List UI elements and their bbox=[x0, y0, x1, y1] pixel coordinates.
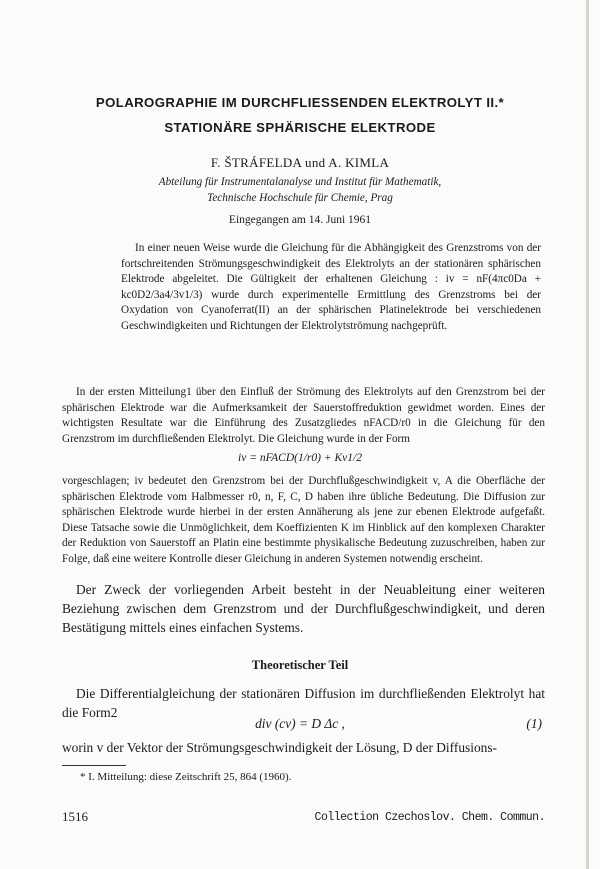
section-heading: Theoretischer Teil bbox=[251, 658, 349, 672]
theory-continuation: worin v der Vektor der Strömungsgeschwindigkeit der Lösung, D der Diffusions- bbox=[62, 740, 498, 755]
title-line-2: STATIONÄRE SPHÄRISCHE ELEKTRODE bbox=[164, 120, 436, 135]
title-line-1: POLAROGRAPHIE IM DURCHFLIESSENDEN ELEKTROLYT II.* bbox=[95, 95, 505, 110]
page-number: 1516 bbox=[62, 809, 88, 824]
received-date: Eingegangen am 14. Juni 1961 bbox=[228, 214, 372, 226]
aim-paragraph: Der Zweck der vorliegenden Arbeit besteht in der Neuableitung einer weiteren Beziehung zwischen dem Grenzstrom und der Durchflußgeschwindigkeit, und deren Bestätigung mittels eines einfachen Systems. bbox=[62, 582, 545, 635]
intro-paragraph-1: In der ersten Mitteilung1 über den Einfluß der Strömung des Elektrolyts auf den Grenzstrom bei der sphärischen Elektrode war die Aufmerksamkeit der Sauerstoffreduktion gewidmet worden. Eines der wichtigsten Resultate war die Einführung des Zusatzgliedes nFACD/r0 in die Gleichung für den Grenzstrom im durchfließenden Elektrolyt. Die Gleichung wurde in der Form bbox=[62, 386, 545, 445]
affiliation-line-2: Technische Hochschule für Chemie, Prag bbox=[207, 192, 393, 204]
footnote: * I. Mitteilung: diese Zeitschrift 25, 864 (1960). bbox=[80, 771, 292, 783]
equation-number: (1) bbox=[526, 716, 542, 731]
theory-paragraph: Die Differentialgleichung der stationären Diffusion im durchfließenden Elektrolyt hat die Form2 bbox=[62, 686, 545, 720]
footnote-rule bbox=[62, 765, 126, 766]
authors: F. ŠTRÁFELDA und A. KIMLA bbox=[210, 155, 390, 170]
intro-equation: iv = nFACD(1/r0) + Kv1/2 bbox=[238, 452, 362, 464]
affiliation-line-1: Abteilung für Instrumentalanalyse und Institut für Mathematik, bbox=[158, 176, 442, 188]
diffusion-equation: div (cv) = D Δc , bbox=[255, 716, 345, 731]
intro-paragraph-2: vorgeschlagen; iv bedeutet den Grenzstrom bei der Durchflußgeschwindigkeit v, A die Oberfläche der sphärischen Elektrode vom Halbmesser r0, n, F, C, D haben ihre übliche Bedeutung. Die Diffusion zur sphärischen Elektrode wurde hierbei in der ersten Annäherung als jene zur ebenen Elektrode aufgefaßt. Diese Tatsache sowie die Unmöglichkeit, dem Koeffizienten K im Hinblick auf den komplexen Charakter der Reduktion von Sauerstoff an Platin eine bestimmte physikalische Bedeutung zuzuschreiben, haben zur Folge, daß eine weitere Kontrolle dieser Gleichung in anderen Systemen notwendig erscheint. bbox=[62, 475, 545, 565]
journal-name: Collection Czechoslov. Chem. Commun. bbox=[314, 811, 545, 824]
abstract: In einer neuen Weise wurde die Gleichung für die Abhängigkeit des Grenzstroms von der fortschreitenden Strömungsgeschwindigkeit des Elektrolyts an der stationären sphärischen Elektrode abgeleitet. Die Gültigkeit der erhaltenen Gleichung : iv = nF(4πc0Da + kc0D2/3a4/3v1/3) wurde durch experimentelle Ermittlung des Grenzstroms bei der Oxydation von Cyanoferrat(II) an der sphärischen Platinelektrode bei verschiedenen Geschwindigkeiten und Richtungen der Elektrolytströmung nachgeprüft. bbox=[121, 242, 541, 332]
